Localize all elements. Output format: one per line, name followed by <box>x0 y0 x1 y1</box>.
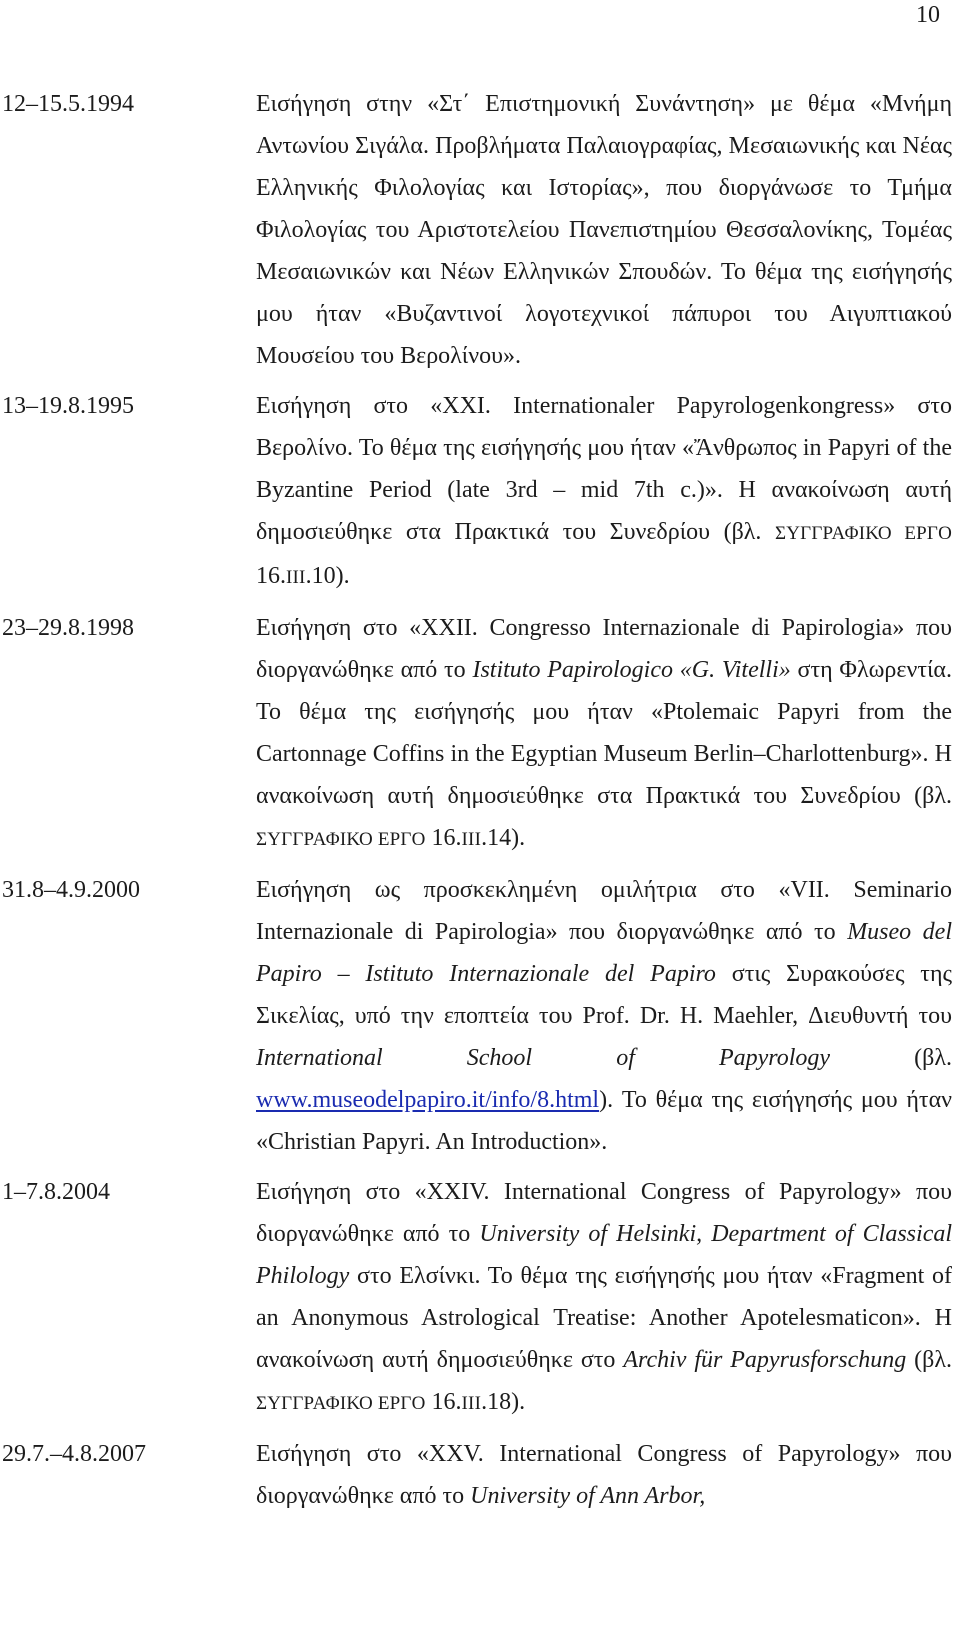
institution-name: University of Helsinki, Department of Classical Philology <box>256 1221 953 1289</box>
entry-date: 12–15.5.1994 <box>2 91 134 117</box>
entry-text: Εισήγηση ως προσκεκλημένη ομιλήτρια στο «VII. Seminario Internazionale di Papirologia» που διοργανώθηκε από το Museo del Papiro – Istituto Internazionale del Papiro στις Συρακούσες της Σικελίας, υπό την εποπτεία του Prof. Dr. H. Maehler, Διευθυντή του International School of Papyrology (βλ. www.museodelpapiro.it/info/8.html). Το θέμα της εισήγησής μου ήταν «Christian Papyri. An Introduction». <box>256 877 952 1155</box>
institution-name: Museo del Papiro – Istituto Internazionale del Papiro <box>256 919 952 987</box>
small-caps-reference: ΣΥΓΓΡΑΦΙΚΟ ΕΡΓΟ <box>256 829 426 850</box>
institution-name: International School of Papyrology <box>256 1045 831 1071</box>
entry-date: 23–29.8.1998 <box>2 615 134 641</box>
institution-name: Istituto Papirologico «G. Vitelli» <box>472 657 791 683</box>
website-link[interactable]: www.museodelpapiro.it/info/8.html <box>256 1087 600 1113</box>
entry-text: Εισήγηση στο «XXII. Congresso Internazionale di Papirologia» που διοργανώθηκε από το Istituto Papirologico «G. Vitelli» στη Φλωρεντία. Το θέμα της εισήγησής μου ήταν «Ptolemaic Papyri from the Cartonnage Coffins in the Egyptian Museum Berlin–Charlottenburg». Η ανακοίνωση αυτή δημοσιεύθηκε στα Πρακτικά του Συνεδρίου (βλ. ΣΥΓΓΡΑΦΙΚΟ ΕΡΓΟ 16.III.14). <box>256 615 952 851</box>
list-item <box>0 83 960 377</box>
entry-date: 29.7.–4.8.2007 <box>2 1441 146 1467</box>
roman-numeral: III <box>461 829 482 850</box>
small-caps-reference: ΣΥΓΓΡΑΦΙΚΟ ΕΡΓΟ <box>256 1393 426 1414</box>
list-item <box>0 869 960 1163</box>
presentations-list <box>0 83 960 1517</box>
list-item <box>0 385 960 599</box>
entry-date: 13–19.8.1995 <box>2 393 134 419</box>
roman-numeral: III <box>461 1393 482 1414</box>
entry-text: Εισήγηση στην «Στ΄ Επιστημονική Συνάντηση» με θέμα «Μνήμη Αντωνίου Σιγάλα. Προβλήματα Παλαιογραφίας, Μεσαιωνικής και Νέας Ελληνικής Φιλολογίας και Ιστορίας», που διοργάνωσε το Τμήμα Φιλολογίας του Αριστοτελείου Πανεπιστημίου Θεσσαλονίκης, Τομέας Μεσαιωνικών και Νέων Ελληνικών Σπουδών. Το θέμα της εισήγησής μου ήταν «Βυζαντινοί λογοτεχνικοί πάπυροι του Αιγυπτιακού Μουσείου του Βερολίνου». <box>256 91 952 369</box>
entry-date: 31.8–4.9.2000 <box>2 877 140 903</box>
list-item <box>0 607 960 861</box>
institution-name: University of Ann Arbor, <box>470 1483 706 1509</box>
roman-numeral: III <box>286 567 306 588</box>
page-number: 10 <box>916 2 940 28</box>
small-caps-reference: ΣΥΓΓΡΑΦΙΚΟ ΕΡΓΟ <box>774 523 952 544</box>
list-item <box>0 1433 960 1517</box>
entry-text: Εισήγηση στο «XXV. International Congress of Papyrology» που διοργανώθηκε από το University of Ann Arbor, <box>256 1441 952 1509</box>
entry-text: Εισήγηση στο «XXI. Internationaler Papyrologenkongress» στο Βερολίνο. Το θέμα της εισήγησής μου ήταν «Ἄνθρωπος in Papyri of the Byzantine Period (late 3rd – mid 7th c.)». Η ανακοίνωση αυτή δημοσιεύθηκε στα Πρακτικά του Συνεδρίου (βλ. ΣΥΓΓΡΑΦΙΚΟ ΕΡΓΟ 16.III.10). <box>256 393 952 589</box>
list-item <box>0 1171 960 1425</box>
entry-date: 1–7.8.2004 <box>2 1179 110 1205</box>
journal-title: Archiv für Papyrusforschung <box>623 1347 907 1373</box>
entry-text: Εισήγηση στο «XXIV. International Congress of Papyrology» που διοργανώθηκε από το University of Helsinki, Department of Classical Philology στο Ελσίνκι. Το θέμα της εισήγησής μου ήταν «Fragment of an Anonymous Astrological Treatise: Another Apotelesmaticon». Η ανακοίνωση αυτή δημοσιεύθηκε στο Archiv für Papyrusforschung (βλ. ΣΥΓΓΡΑΦΙΚΟ ΕΡΓΟ 16.III.18). <box>256 1179 953 1415</box>
